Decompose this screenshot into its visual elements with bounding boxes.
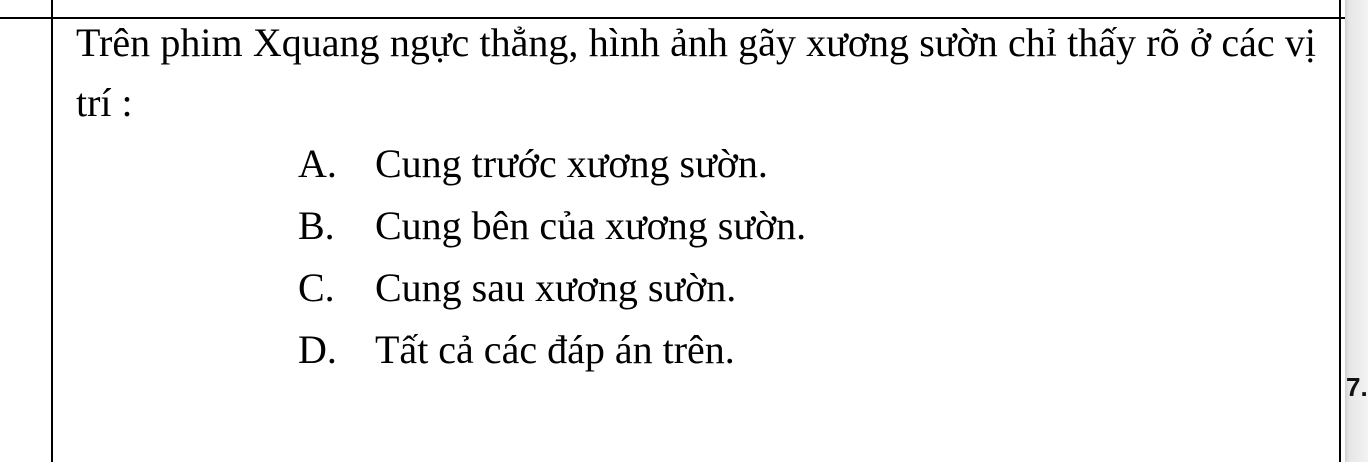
table-left-border [51, 0, 53, 462]
option-letter: A. [298, 141, 337, 186]
table-right-border [1339, 0, 1341, 462]
option-a [298, 140, 768, 188]
option-text: Cung sau xương sườn. [375, 265, 737, 310]
side-label: 7. [1346, 372, 1368, 402]
option-d [298, 326, 735, 374]
option-letter: B. [298, 203, 335, 248]
option-text: Cung bên của xương sườn. [375, 203, 807, 248]
option-letter: D. [298, 327, 337, 372]
option-text: Tất cả các đáp án trên. [375, 327, 735, 372]
option-c [298, 264, 736, 312]
option-b [298, 202, 806, 250]
question-text: Trên phim Xquang ngực thẳng, hình ảnh gãy xương sườn chỉ thấy rõ ở các vị trí : [76, 20, 1316, 125]
option-text: Cung trước xương sườn. [375, 141, 768, 186]
option-letter: C. [298, 265, 335, 310]
